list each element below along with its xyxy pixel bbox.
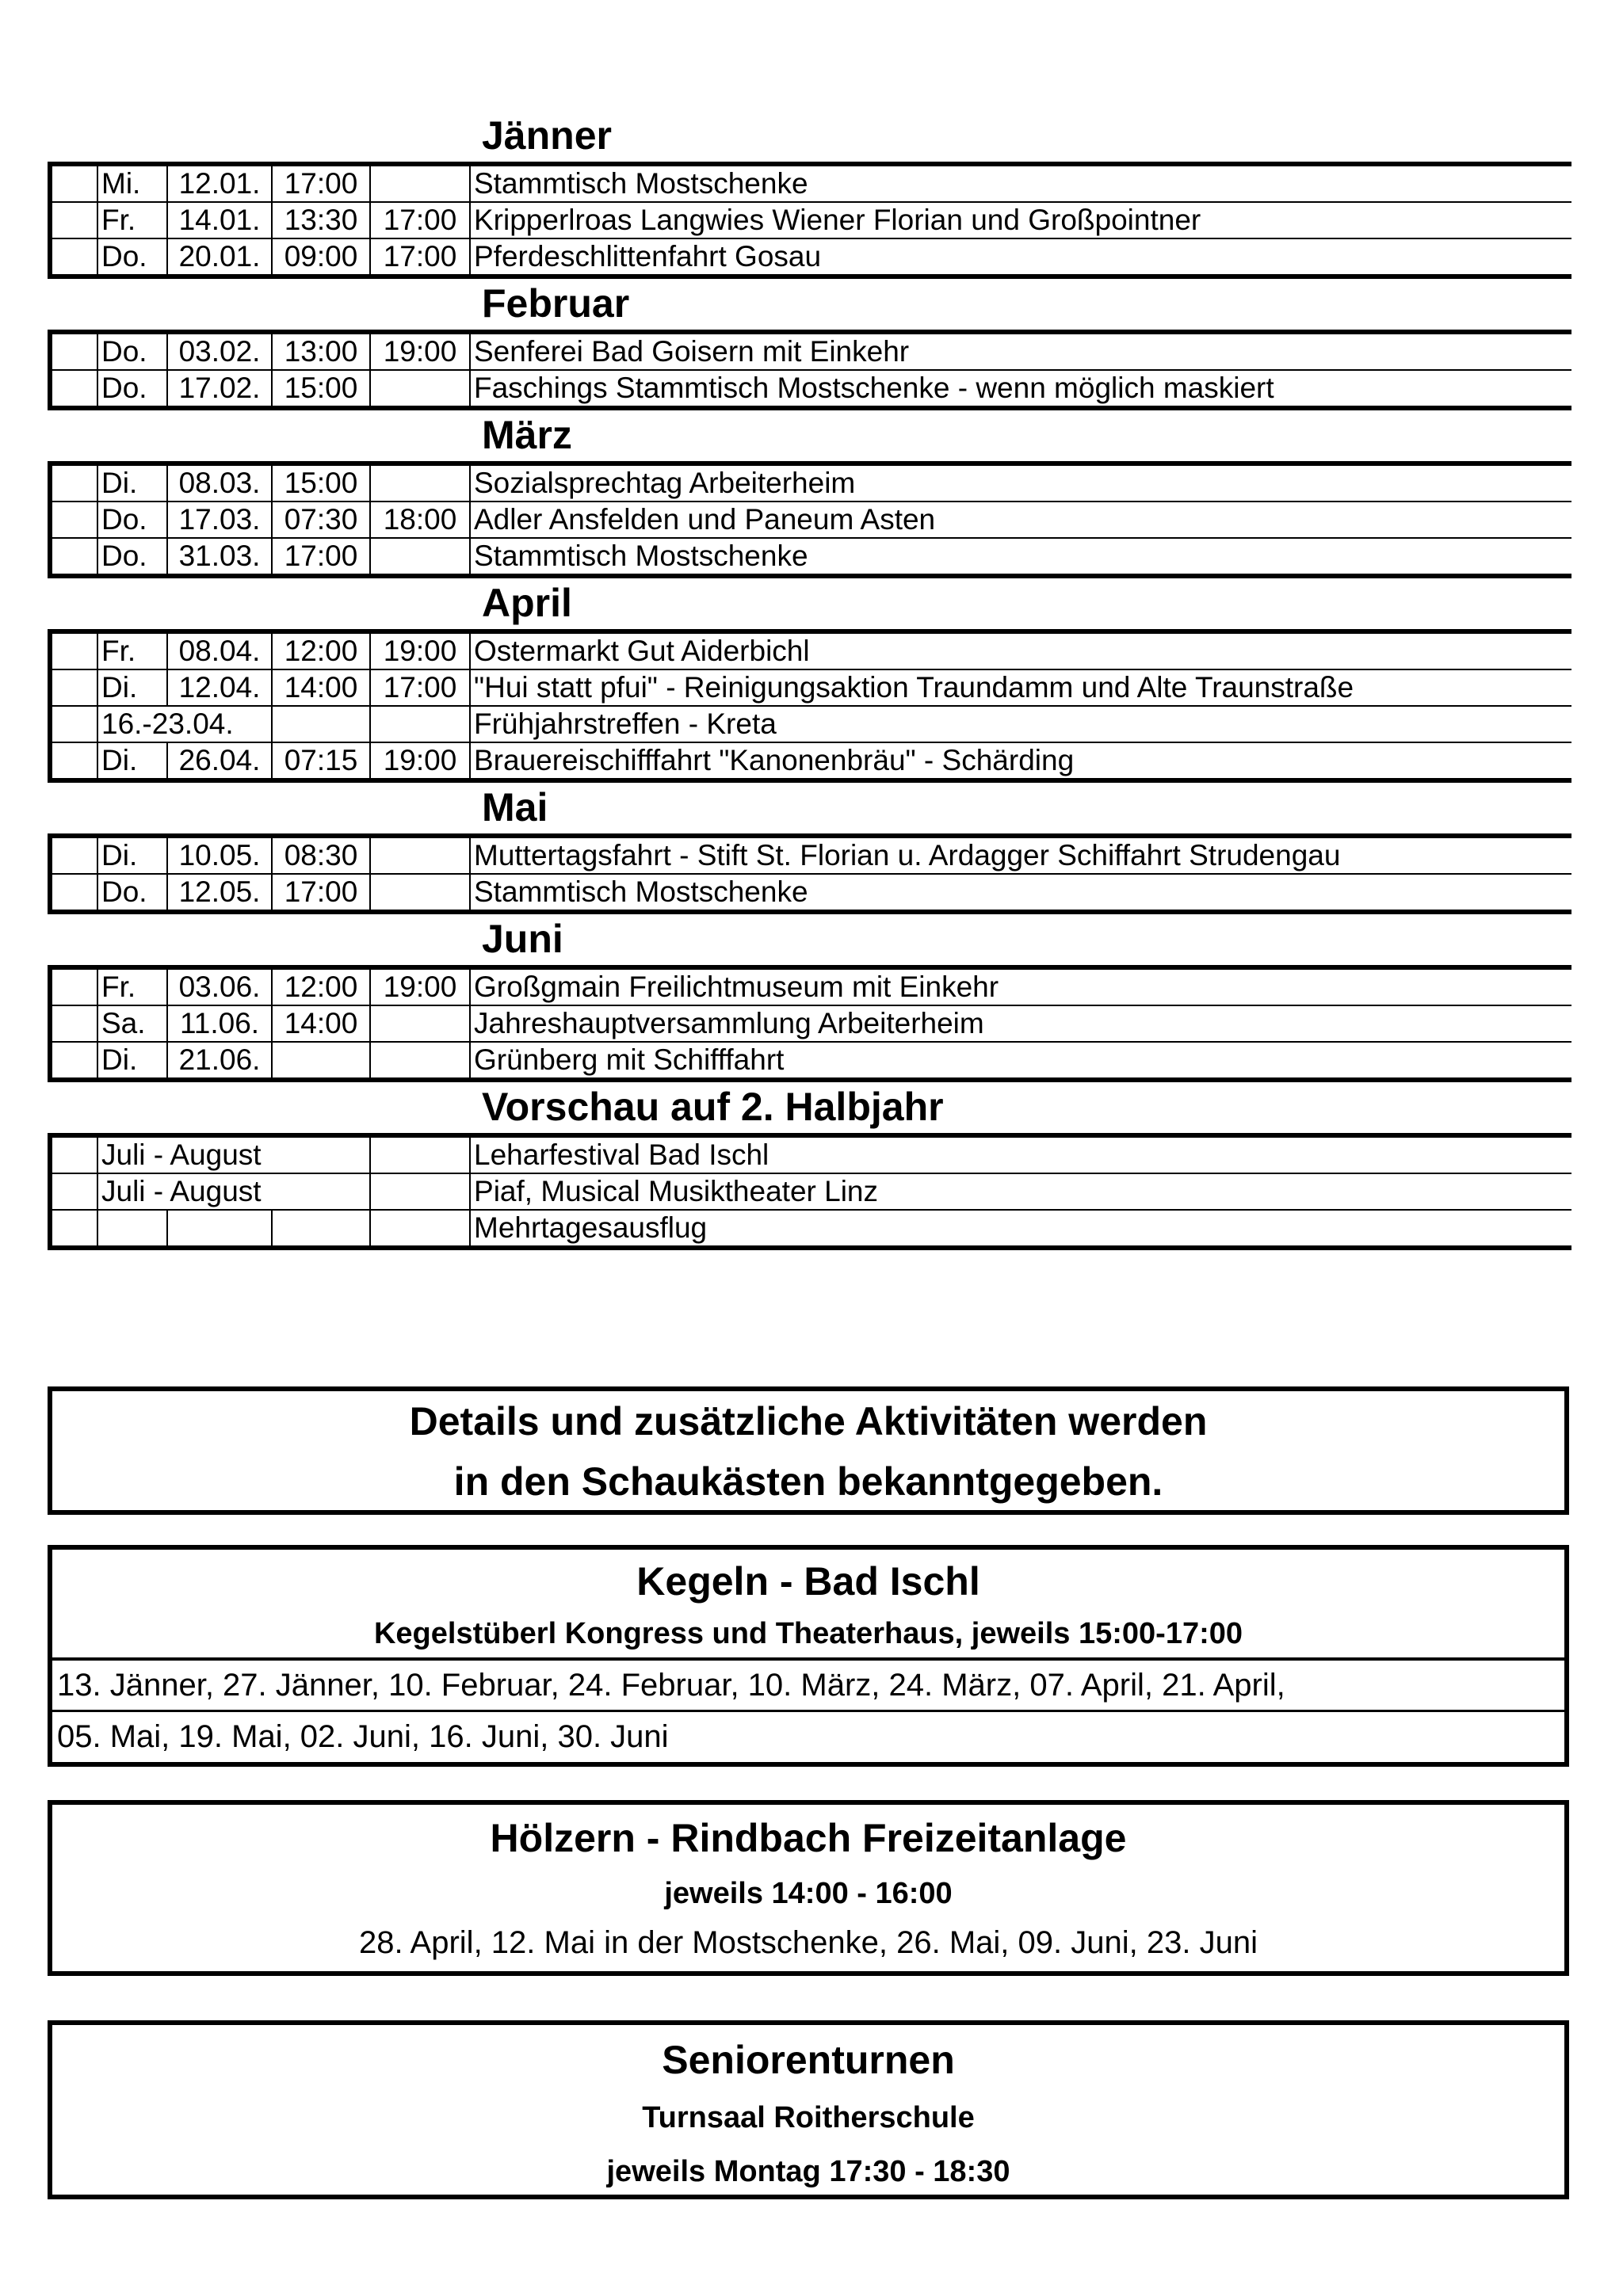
event-row xyxy=(50,1005,1571,1042)
event-end-time xyxy=(370,836,470,874)
row-marker-cell xyxy=(50,463,97,502)
event-row xyxy=(50,1173,1571,1210)
month-table xyxy=(48,833,1571,914)
event-end-time: 19:00 xyxy=(370,742,470,780)
event-start-time: 07:30 xyxy=(272,502,370,538)
event-weekday: Fr. xyxy=(97,631,167,669)
event-row xyxy=(50,669,1571,706)
senioren-section xyxy=(48,2020,1569,2199)
row-marker-cell xyxy=(50,836,97,874)
event-start-time: 17:00 xyxy=(272,538,370,576)
row-marker-cell xyxy=(50,706,97,742)
kegeln-dates-line-1: 13. Jänner, 27. Jänner, 10. Februar, 24. Februar, 10. März, 24. März, 07. April, 21. April, xyxy=(57,1668,1285,1703)
event-weekday: Fr. xyxy=(97,967,167,1005)
event-weekday: Mi. xyxy=(97,164,167,202)
event-end-time xyxy=(370,1210,470,1248)
event-weekday: Do. xyxy=(97,502,167,538)
event-row xyxy=(50,874,1571,912)
row-marker-cell xyxy=(50,202,97,238)
event-row xyxy=(50,238,1571,277)
event-weekday: Do. xyxy=(97,370,167,408)
row-marker-cell xyxy=(50,1135,97,1173)
event-weekday: Do. xyxy=(97,332,167,370)
event-end-time: 17:00 xyxy=(370,202,470,238)
event-description: Senferei Bad Goisern mit Einkehr xyxy=(470,332,1571,370)
row-marker-cell xyxy=(50,538,97,576)
event-date: 10.05. xyxy=(167,836,272,874)
event-start-time: 15:00 xyxy=(272,463,370,502)
event-date: 12.05. xyxy=(167,874,272,912)
details-line-1: Details und zusätzliche Aktivitäten werden xyxy=(409,1399,1208,1444)
event-row xyxy=(50,538,1571,576)
event-description: Leharfestival Bad Ischl xyxy=(470,1135,1571,1173)
event-start-time: 14:00 xyxy=(272,1005,370,1042)
month-title: März xyxy=(482,413,572,457)
event-row xyxy=(50,1135,1571,1173)
event-description: Mehrtagesausflug xyxy=(470,1210,1571,1248)
month-table xyxy=(48,461,1571,578)
event-end-time: 19:00 xyxy=(370,967,470,1005)
event-weekday: Di. xyxy=(97,742,167,780)
month-title: Jänner xyxy=(482,113,612,158)
senioren-time: jeweils Montag 17:30 - 18:30 xyxy=(606,2155,1010,2188)
event-date: 08.04. xyxy=(167,631,272,669)
event-date xyxy=(167,1210,272,1248)
event-weekday xyxy=(97,1210,167,1248)
event-date: 26.04. xyxy=(167,742,272,780)
event-start-time: 17:00 xyxy=(272,164,370,202)
event-date: 17.03. xyxy=(167,502,272,538)
event-row xyxy=(50,631,1571,669)
event-row xyxy=(50,332,1571,370)
event-weekday: Do. xyxy=(97,538,167,576)
month-table xyxy=(48,1133,1571,1250)
event-start-time: 12:00 xyxy=(272,967,370,1005)
event-row xyxy=(50,502,1571,538)
event-weekday: Sa. xyxy=(97,1005,167,1042)
event-end-time: 18:00 xyxy=(370,502,470,538)
kegeln-dates-line-2: 05. Mai, 19. Mai, 02. Juni, 16. Juni, 30. Juni xyxy=(52,1710,1564,1761)
row-marker-cell xyxy=(50,332,97,370)
event-description: Faschings Stammtisch Mostschenke - wenn möglich maskiert xyxy=(470,370,1571,408)
event-end-time xyxy=(370,463,470,502)
event-start-time: 17:00 xyxy=(272,874,370,912)
month-title: April xyxy=(482,581,572,625)
month-title: Februar xyxy=(482,281,630,326)
kegeln-title: Kegeln - Bad Ischl xyxy=(636,1559,980,1604)
month-title: Juni xyxy=(482,917,563,961)
event-date: 08.03. xyxy=(167,463,272,502)
event-row xyxy=(50,706,1571,742)
event-weekday: Di. xyxy=(97,669,167,706)
kegeln-section xyxy=(48,1545,1569,1767)
event-row xyxy=(50,742,1571,780)
kegeln-subtitle: Kegelstüberl Kongress und Theaterhaus, jeweils 15:00-17:00 xyxy=(52,1611,1564,1661)
event-end-time: 19:00 xyxy=(370,631,470,669)
event-description: Großgmain Freilichtmuseum mit Einkehr xyxy=(470,967,1571,1005)
event-row xyxy=(50,463,1571,502)
event-end-time: 17:00 xyxy=(370,238,470,277)
event-end-time: 19:00 xyxy=(370,332,470,370)
month-table xyxy=(48,162,1571,279)
hoelzern-title: Hölzern - Rindbach Freizeitanlage xyxy=(490,1816,1127,1860)
event-description: Grünberg mit Schifffahrt xyxy=(470,1042,1571,1080)
event-date: 11.06. xyxy=(167,1005,272,1042)
month-table xyxy=(48,629,1571,783)
event-end-time xyxy=(370,1173,470,1210)
event-row xyxy=(50,202,1571,238)
event-description: Brauereischifffahrt "Kanonenbräu" - Schärding xyxy=(470,742,1571,780)
event-date: 21.06. xyxy=(167,1042,272,1080)
month-title: Vorschau auf 2. Halbjahr xyxy=(482,1085,944,1129)
event-row xyxy=(50,370,1571,408)
event-date: 03.06. xyxy=(167,967,272,1005)
event-description: Stammtisch Mostschenke xyxy=(470,874,1571,912)
event-start-time xyxy=(272,706,370,742)
month-table xyxy=(48,965,1571,1082)
event-row xyxy=(50,967,1571,1005)
event-start-time xyxy=(272,1210,370,1248)
event-date: 17.02. xyxy=(167,370,272,408)
event-start-time: 08:30 xyxy=(272,836,370,874)
row-marker-cell xyxy=(50,1042,97,1080)
senioren-title: Seniorenturnen xyxy=(662,2038,955,2082)
event-end-time xyxy=(370,874,470,912)
row-marker-cell xyxy=(50,967,97,1005)
event-start-time: 15:00 xyxy=(272,370,370,408)
event-date: 14.01. xyxy=(167,202,272,238)
event-start-time: 12:00 xyxy=(272,631,370,669)
row-marker-cell xyxy=(50,370,97,408)
row-marker-cell xyxy=(50,164,97,202)
event-row xyxy=(50,164,1571,202)
senioren-subtitle: Turnsaal Roitherschule xyxy=(642,2101,975,2134)
row-marker-cell xyxy=(50,1173,97,1210)
event-end-time xyxy=(370,1135,470,1173)
details-line-2: in den Schaukästen bekanntgegeben. xyxy=(453,1459,1163,1504)
event-period: Juli - August xyxy=(97,1173,370,1210)
event-date: 31.03. xyxy=(167,538,272,576)
hoelzern-section xyxy=(48,1800,1569,1976)
event-description: Piaf, Musical Musiktheater Linz xyxy=(470,1173,1571,1210)
event-end-time xyxy=(370,370,470,408)
event-row xyxy=(50,836,1571,874)
row-marker-cell xyxy=(50,742,97,780)
event-period: 16.-23.04. xyxy=(97,706,272,742)
event-description: Stammtisch Mostschenke xyxy=(470,538,1571,576)
month-table xyxy=(48,330,1571,410)
event-end-time xyxy=(370,164,470,202)
row-marker-cell xyxy=(50,1210,97,1248)
event-date: 03.02. xyxy=(167,332,272,370)
event-description: Stammtisch Mostschenke xyxy=(470,164,1571,202)
hoelzern-dates: 28. April, 12. Mai in der Mostschenke, 26. Mai, 09. Juni, 23. Juni xyxy=(359,1925,1258,1960)
event-row xyxy=(50,1042,1571,1080)
event-start-time: 13:30 xyxy=(272,202,370,238)
event-row xyxy=(50,1210,1571,1248)
event-weekday: Di. xyxy=(97,1042,167,1080)
event-end-time xyxy=(370,1005,470,1042)
row-marker-cell xyxy=(50,874,97,912)
row-marker-cell xyxy=(50,238,97,277)
event-end-time xyxy=(370,1042,470,1080)
event-weekday: Di. xyxy=(97,463,167,502)
event-date: 20.01. xyxy=(167,238,272,277)
event-description: Ostermarkt Gut Aiderbichl xyxy=(470,631,1571,669)
details-notice xyxy=(48,1386,1569,1515)
month-title: Mai xyxy=(482,785,548,830)
event-weekday: Do. xyxy=(97,238,167,277)
event-description: "Hui statt pfui" - Reinigungsaktion Traundamm und Alte Traunstraße xyxy=(470,669,1571,706)
row-marker-cell xyxy=(50,669,97,706)
event-description: Frühjahrstreffen - Kreta xyxy=(470,706,1571,742)
event-end-time xyxy=(370,706,470,742)
event-description: Jahreshauptversammlung Arbeiterheim xyxy=(470,1005,1571,1042)
event-description: Kripperlroas Langwies Wiener Florian und Großpointner xyxy=(470,202,1571,238)
event-weekday: Fr. xyxy=(97,202,167,238)
event-period: Juli - August xyxy=(97,1135,370,1173)
row-marker-cell xyxy=(50,631,97,669)
event-description: Adler Ansfelden und Paneum Asten xyxy=(470,502,1571,538)
event-date: 12.04. xyxy=(167,669,272,706)
event-end-time xyxy=(370,538,470,576)
event-description: Sozialsprechtag Arbeiterheim xyxy=(470,463,1571,502)
event-weekday: Do. xyxy=(97,874,167,912)
event-end-time: 17:00 xyxy=(370,669,470,706)
event-start-time: 14:00 xyxy=(272,669,370,706)
event-weekday: Di. xyxy=(97,836,167,874)
schedule xyxy=(48,111,1569,1250)
row-marker-cell xyxy=(50,1005,97,1042)
event-description: Pferdeschlittenfahrt Gosau xyxy=(470,238,1571,277)
event-start-time: 09:00 xyxy=(272,238,370,277)
event-description: Muttertagsfahrt - Stift St. Florian u. Ardagger Schiffahrt Strudengau xyxy=(470,836,1571,874)
event-start-time: 13:00 xyxy=(272,332,370,370)
row-marker-cell xyxy=(50,502,97,538)
event-start-time xyxy=(272,1042,370,1080)
event-start-time: 07:15 xyxy=(272,742,370,780)
hoelzern-subtitle: jeweils 14:00 - 16:00 xyxy=(664,1877,953,1910)
event-date: 12.01. xyxy=(167,164,272,202)
